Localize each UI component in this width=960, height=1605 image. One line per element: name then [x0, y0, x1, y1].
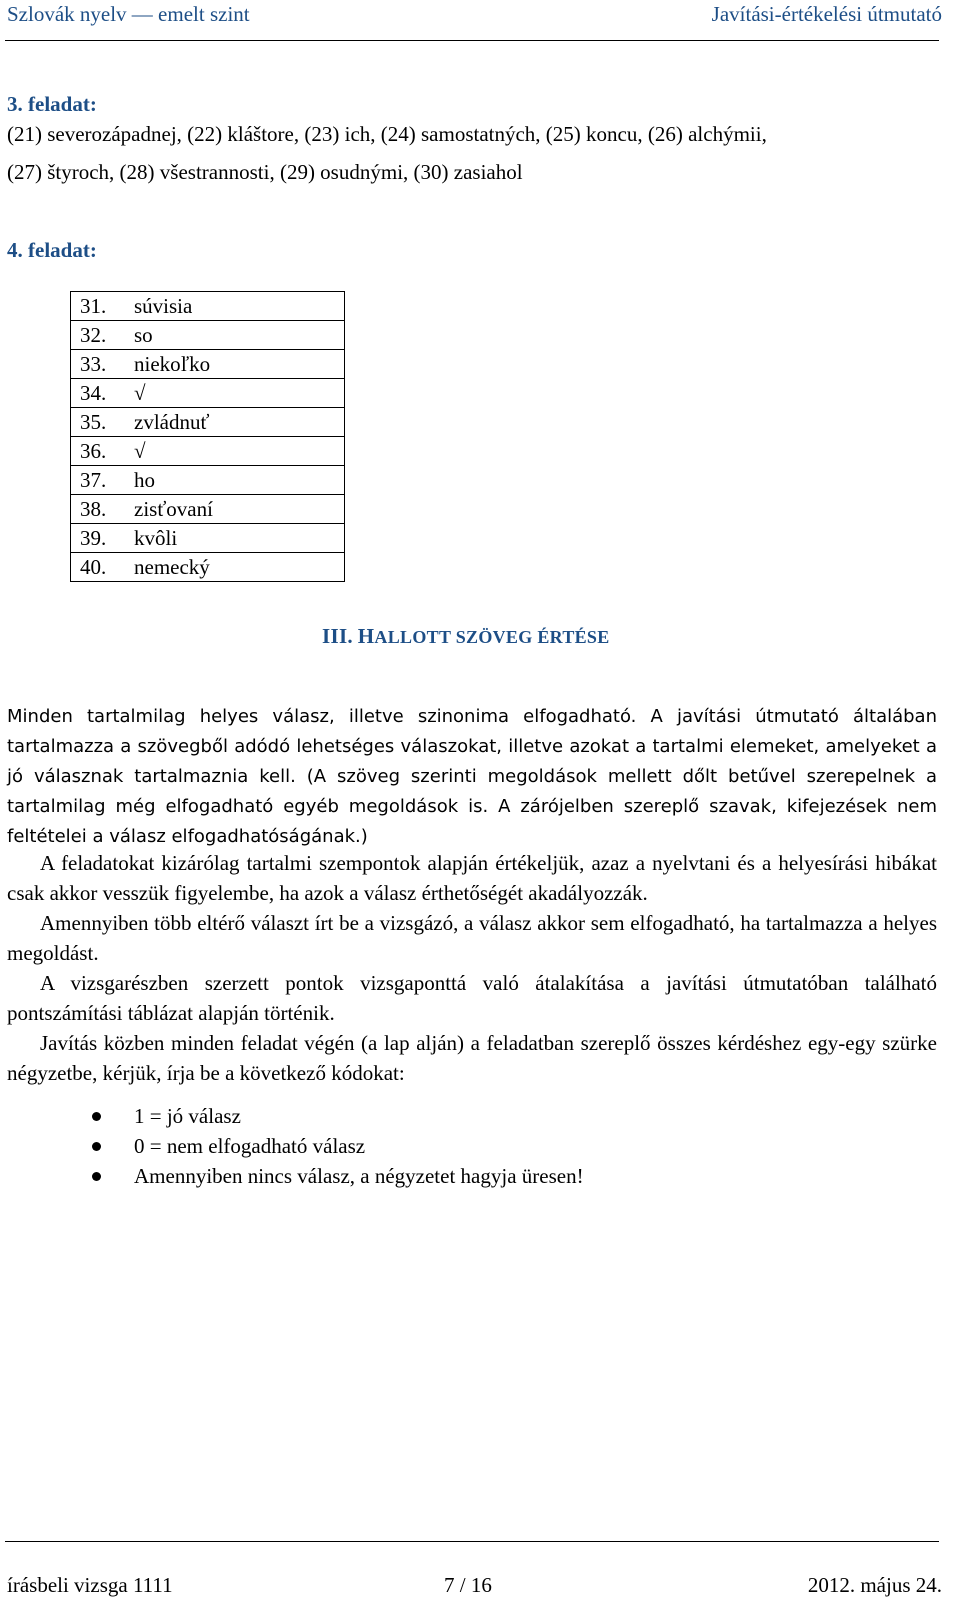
code-correct: 1 = jó válasz	[134, 1104, 241, 1128]
table-row	[71, 553, 345, 582]
footer-date: 2012. május 24.	[807, 1573, 942, 1597]
answer-number: 31.	[71, 292, 126, 321]
table-row	[71, 321, 345, 350]
answer-number: 32.	[71, 321, 126, 350]
answer-number: 37.	[71, 466, 126, 495]
paragraph-multiple-answers: Amennyiben több eltérő választ írt be a vizsgázó, a válasz akkor sem elfogadható, ha tartalmazza a helyes megoldást.	[7, 911, 937, 965]
answer-value: súvisia	[125, 292, 345, 321]
bullet-icon	[92, 1112, 101, 1121]
task3-answers-line-2: (27) štyroch, (28) všestrannosti, (29) osudnými, (30) zasiahol	[7, 160, 523, 184]
header-rule	[5, 40, 939, 41]
section-roman: III.	[322, 624, 353, 648]
code-empty: Amennyiben nincs válasz, a négyzetet hagyja üresen!	[134, 1164, 584, 1188]
paragraph-conversion: A vizsgarészben szerzett pontok vizsgaponttá való átalakítása a javítási útmutatóban található pontszámítási táblázat alapján történik.	[7, 971, 937, 1025]
answer-value: ho	[125, 466, 345, 495]
section-title-rest: ALLOTT SZÖVEG ÉRTÉSE	[374, 627, 610, 647]
answer-value: √	[125, 379, 345, 408]
task4-answer-table	[70, 291, 345, 582]
answer-number: 40.	[71, 553, 126, 582]
bullet-icon	[92, 1172, 101, 1181]
answer-number: 35.	[71, 408, 126, 437]
answer-value: zisťovaní	[125, 495, 345, 524]
answer-value: zvládnuť	[125, 408, 345, 437]
table-row	[71, 466, 345, 495]
page-header	[0, 0, 960, 60]
footer-rule	[5, 1541, 939, 1542]
paragraph-general-rules: Minden tartalmilag helyes válasz, illetve szinonima elfogadható. A javítási útmutató általában tartalmazza a szövegből adódó lehetséges válaszokat, illetve azokat a tartalmi elemeket, amelyeket a jó válasznak tartalmaznia kell. (A szöveg szerinti megoldások mellett dőlt betűvel szerepelnek a tartalmilag még elfogadható egyéb megoldások is. A zárójelben szereplő szavak, kifejezések nem feltételei a válasz elfogadhatóságának.)	[7, 706, 937, 847]
answer-value: kvôli	[125, 524, 345, 553]
task3-answers-line-1: (21) severozápadnej, (22) kláštore, (23) ich, (24) samostatných, (25) koncu, (26) alchýmii,	[7, 122, 767, 146]
task3-title: 3. feladat:	[7, 92, 97, 116]
answer-number: 39.	[71, 524, 126, 553]
paragraph-codes-intro: Javítás közben minden feladat végén (a lap alján) a feladatban szereplő összes kérdéshez egy-egy szürke négyzetbe, kérjük, írja be a következő kódokat:	[7, 1031, 937, 1085]
table-row	[71, 350, 345, 379]
footer-exam-id: írásbeli vizsga 1111	[7, 1573, 173, 1597]
table-row	[71, 524, 345, 553]
answer-number: 33.	[71, 350, 126, 379]
code-incorrect: 0 = nem elfogadható válasz	[134, 1134, 366, 1158]
table-row	[71, 495, 345, 524]
task4-title: 4. feladat:	[7, 238, 97, 262]
header-doc-type: Javítási-értékelési útmutató	[711, 2, 942, 26]
answer-value: nemecký	[125, 553, 345, 582]
answer-value: niekoľko	[125, 350, 345, 379]
table-row	[71, 379, 345, 408]
header-subject: Szlovák nyelv — emelt szint	[7, 2, 250, 26]
section-initial: H	[357, 624, 375, 648]
answer-value: so	[125, 321, 345, 350]
bullet-icon	[92, 1142, 101, 1151]
answer-number: 36.	[71, 437, 126, 466]
footer-page-number: 7 / 16	[444, 1573, 492, 1597]
answer-number: 38.	[71, 495, 126, 524]
answer-number: 34.	[71, 379, 126, 408]
table-row	[71, 292, 345, 321]
section-heading	[322, 624, 610, 649]
answer-value: √	[125, 437, 345, 466]
table-row	[71, 437, 345, 466]
table-row	[71, 408, 345, 437]
paragraph-evaluation: A feladatokat kizárólag tartalmi szempontok alapján értékeljük, azaz a nyelvtani és a helyesírási hibákat csak akkor vesszük figyelembe, ha azok a válasz érthetőségét akadályozzák.	[7, 851, 937, 905]
